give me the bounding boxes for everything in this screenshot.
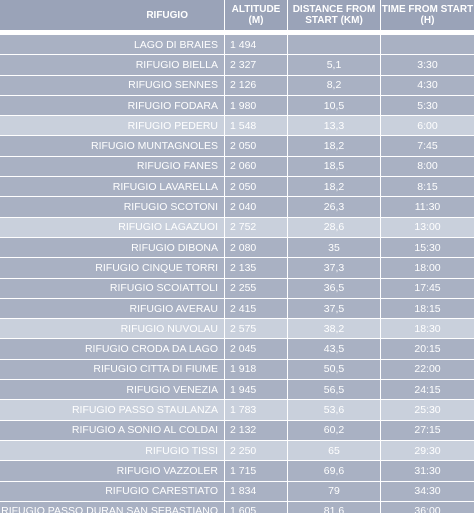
cell-distance: 69,6	[287, 461, 380, 480]
cell-distance: 26,3	[287, 197, 380, 216]
cell-altitude: 2 050	[224, 136, 287, 155]
cell-altitude: 1 494	[224, 35, 287, 54]
cell-distance: 43,5	[287, 339, 380, 358]
cell-altitude: 2 327	[224, 55, 287, 74]
header-rifugio-label: RIFUGIO	[146, 9, 188, 21]
header-distance-line1: DISTANCE FROM	[292, 4, 376, 15]
header-distance-line2: START (KM)	[305, 15, 363, 26]
cell-distance: 10,5	[287, 96, 380, 115]
table-row	[0, 400, 474, 420]
table-row	[0, 96, 474, 116]
cell-distance: 81,6	[287, 502, 380, 521]
cell-time: 18:30	[380, 319, 474, 338]
cell-distance: 5,1	[287, 55, 380, 74]
cell-distance: 38,2	[287, 319, 380, 338]
cell-time: 24:15	[380, 380, 474, 399]
table-row	[0, 339, 474, 359]
cell-altitude: 2 575	[224, 319, 287, 338]
cell-altitude: 2 415	[224, 299, 287, 318]
header-time-line2: (H)	[420, 15, 435, 26]
cell-distance: 37,3	[287, 258, 380, 277]
cell-time: 36:00	[380, 502, 474, 521]
cell-distance: 79	[287, 482, 380, 501]
cell-time: 15:30	[380, 238, 474, 257]
header-time-line1: TIME FROM START	[381, 4, 474, 15]
table-row	[0, 319, 474, 339]
cell-altitude: 1 715	[224, 461, 287, 480]
cell-rifugio-name: RIFUGIO MUNTAGNOLES	[91, 140, 218, 153]
cell-distance: 18,2	[287, 177, 380, 196]
cell-time: 31:30	[380, 461, 474, 480]
cell-rifugio-name: RIFUGIO FANES	[136, 160, 218, 173]
cell-time: 25:30	[380, 400, 474, 419]
cell-altitude: 1 605	[224, 502, 287, 521]
cell-time: 34:30	[380, 482, 474, 501]
table-row	[0, 136, 474, 156]
cell-altitude: 2 255	[224, 279, 287, 298]
table-row	[0, 238, 474, 258]
cell-time: 8:15	[380, 177, 474, 196]
cell-altitude: 2 080	[224, 238, 287, 257]
cell-rifugio-name: RIFUGIO DIBONA	[131, 241, 218, 254]
cell-distance: 36,5	[287, 279, 380, 298]
cell-rifugio-name: RIFUGIO A SONIO AL COLDAI	[71, 424, 218, 437]
table-row	[0, 299, 474, 319]
cell-rifugio-name: RIFUGIO AVERAU	[129, 302, 218, 315]
table-row	[0, 218, 474, 238]
cell-time: 6:00	[380, 116, 474, 135]
cell-rifugio-name: RIFUGIO BIELLA	[135, 58, 218, 71]
cell-rifugio-name: LAGO DI BRAIES	[133, 38, 218, 51]
cell-distance: 60,2	[287, 421, 380, 440]
cell-distance: 50,5	[287, 360, 380, 379]
cell-altitude: 1 548	[224, 116, 287, 135]
cell-rifugio-name: RIFUGIO SCOIATTOLI	[109, 282, 218, 295]
header-altitude	[224, 0, 287, 30]
cell-rifugio-name: RIFUGIO CITTA DI FIUME	[93, 363, 218, 376]
cell-rifugio-name: RIFUGIO PASSO STAULANZA	[71, 403, 218, 416]
cell-distance: 13,3	[287, 116, 380, 135]
cell-rifugio-name: RIFUGIO LAVARELLA	[112, 180, 218, 193]
cell-time: 4:30	[380, 76, 474, 95]
table-row	[0, 502, 474, 522]
cell-distance: 37,5	[287, 299, 380, 318]
header-distance	[287, 0, 380, 30]
cell-rifugio-name: RIFUGIO CINQUE TORRI	[95, 261, 218, 274]
cell-altitude: 2 132	[224, 421, 287, 440]
cell-altitude: 2 126	[224, 76, 287, 95]
cell-distance: 28,6	[287, 218, 380, 237]
cell-altitude: 2 135	[224, 258, 287, 277]
cell-distance: 18,2	[287, 136, 380, 155]
table-row	[0, 380, 474, 400]
cell-altitude: 2 250	[224, 441, 287, 460]
cell-time: 17:45	[380, 279, 474, 298]
header-altitude-line1: ALTITUDE	[231, 4, 281, 15]
table-row	[0, 116, 474, 136]
table-body	[0, 35, 474, 522]
cell-time: 20:15	[380, 339, 474, 358]
table-row	[0, 197, 474, 217]
cell-rifugio-name: RIFUGIO VENEZIA	[126, 383, 218, 396]
table-header	[0, 0, 474, 30]
table-row	[0, 177, 474, 197]
cell-altitude: 1 980	[224, 96, 287, 115]
table-row	[0, 35, 474, 55]
cell-time: 11:30	[380, 197, 474, 216]
cell-distance	[287, 35, 380, 54]
cell-distance: 18,5	[287, 157, 380, 176]
cell-rifugio-name: RIFUGIO PEDERU	[127, 119, 218, 132]
header-altitude-line2: (M)	[248, 15, 264, 26]
table-row	[0, 461, 474, 481]
cell-time: 3:30	[380, 55, 474, 74]
cell-rifugio-name: RIFUGIO PASSO DURAN SAN SEBASTIANO	[1, 505, 218, 518]
table-row	[0, 482, 474, 502]
cell-distance: 8,2	[287, 76, 380, 95]
table-row	[0, 441, 474, 461]
table-row	[0, 157, 474, 177]
cell-time: 27:15	[380, 421, 474, 440]
cell-distance: 53,6	[287, 400, 380, 419]
cell-rifugio-name: RIFUGIO SENNES	[128, 79, 218, 92]
cell-rifugio-name: RIFUGIO SCOTONI	[123, 201, 218, 214]
cell-time: 29:30	[380, 441, 474, 460]
cell-rifugio-name: RIFUGIO CRODA DA LAGO	[84, 343, 218, 356]
cell-altitude: 2 045	[224, 339, 287, 358]
cell-altitude: 2 752	[224, 218, 287, 237]
cell-altitude: 1 834	[224, 482, 287, 501]
cell-time: 13:00	[380, 218, 474, 237]
cell-distance: 35	[287, 238, 380, 257]
cell-time: 7:45	[380, 136, 474, 155]
cell-altitude: 2 050	[224, 177, 287, 196]
cell-altitude: 2 040	[224, 197, 287, 216]
table-row	[0, 279, 474, 299]
cell-rifugio-name: RIFUGIO TISSI	[145, 444, 218, 457]
cell-altitude: 2 060	[224, 157, 287, 176]
cell-altitude: 1 783	[224, 400, 287, 419]
header-time	[380, 0, 474, 30]
cell-time: 18:00	[380, 258, 474, 277]
cell-rifugio-name: RIFUGIO CARESTIATO	[105, 485, 218, 498]
header-rifugio	[0, 0, 224, 30]
table-row	[0, 421, 474, 441]
cell-rifugio-name: RIFUGIO VAZZOLER	[116, 464, 218, 477]
table-row	[0, 76, 474, 96]
cell-time	[380, 35, 474, 54]
cell-rifugio-name: RIFUGIO NUVOLAU	[120, 322, 218, 335]
table-row	[0, 360, 474, 380]
cell-altitude: 1 918	[224, 360, 287, 379]
table-row	[0, 55, 474, 75]
cell-distance: 56,5	[287, 380, 380, 399]
cell-distance: 65	[287, 441, 380, 460]
cell-time: 8:00	[380, 157, 474, 176]
cell-altitude: 1 945	[224, 380, 287, 399]
cell-time: 5:30	[380, 96, 474, 115]
cell-time: 18:15	[380, 299, 474, 318]
cell-rifugio-name: RIFUGIO FODARA	[127, 99, 218, 112]
cell-rifugio-name: RIFUGIO LAGAZUOI	[118, 221, 218, 234]
table-row	[0, 258, 474, 278]
cell-time: 22:00	[380, 360, 474, 379]
